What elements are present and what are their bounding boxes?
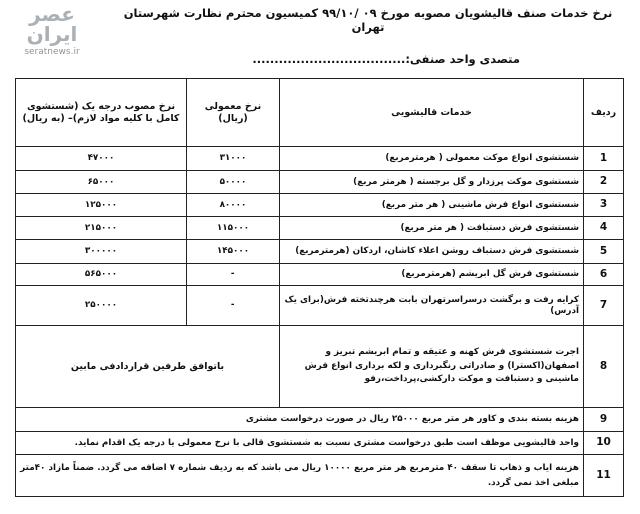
watermark-url: seratnews.ir xyxy=(24,47,80,57)
row-service: شستشوی فرش گل ابریشم (هرمترمربع) xyxy=(280,264,584,286)
row-grade1-price: ۳۰۰۰۰۰ xyxy=(16,240,187,264)
table-header-row xyxy=(16,79,624,147)
row-number: 4 xyxy=(584,217,624,240)
row-normal-price: ۵۰۰۰۰ xyxy=(187,171,280,194)
table-row xyxy=(16,240,624,264)
header-grade1-rate: نرخ مصوب درجه یک (شستشوی کامل با کلیه مواد لازم)– (به ریال) xyxy=(16,79,187,147)
row-number: 1 xyxy=(584,147,624,171)
row-service: شستشوی فرش دستباف روشن اعلاء کاشان، اردکان (هرمترمربع) xyxy=(280,240,584,264)
note-text: هزینه ایاب و ذهاب تا سقف ۴۰ مترمربع هر متر مربع ۱۰۰۰۰ ریال می باشد که به ردیف شماره ۷ اضافه می گردد. ضمناً مازاد ۴۰متر مبلغی اخذ نمی گردد. xyxy=(16,455,584,497)
note-number: 9 xyxy=(584,408,624,432)
row-number: 6 xyxy=(584,264,624,286)
row-number: 3 xyxy=(584,194,624,217)
note-number: 11 xyxy=(584,455,624,497)
price-table xyxy=(15,78,624,497)
table-row xyxy=(16,171,624,194)
table-row xyxy=(16,264,624,286)
row-service: شستشوی فرش دستبافت ( هر متر مربع) xyxy=(280,217,584,240)
row-number: 7 xyxy=(584,286,624,326)
row-grade1-price: ۵۶۵۰۰۰ xyxy=(16,264,187,286)
row-service: شستشوی موکت پرزدار و گل برجسته ( هرمتر مربع) xyxy=(280,171,584,194)
table-row xyxy=(16,326,624,408)
row-number: 2 xyxy=(584,171,624,194)
table-row xyxy=(16,286,624,326)
row-grade1-price: ۲۵۰۰۰۰ xyxy=(16,286,187,326)
document-subtitle: متصدی واحد صنفی:................................... xyxy=(252,52,520,66)
note-text: واحد قالیشویی موظف است طبق درخواست مشتری نسبت به شستشوی قالی با نرخ معمولی یا درجه یک اقدام نماید. xyxy=(16,432,584,455)
row-normal-price: ۸۰۰۰۰ xyxy=(187,194,280,217)
row-grade1-price: ۴۷۰۰۰ xyxy=(16,147,187,171)
row-normal-price: ۱۴۵۰۰۰ xyxy=(187,240,280,264)
row-normal-price: - xyxy=(187,286,280,326)
row-normal-price: ۳۱۰۰۰ xyxy=(187,147,280,171)
row-price-agreement: باتوافق طرفین قراردادفی مابین xyxy=(16,326,280,408)
row-service: اجرت شستشوی فرش کهنه و عتیقه و تمام ابریشم تبریز و اصفهان(اکسترا) و صادراتی رنگبرداری و لکه برداری انواع فرش ماشینی و دستبافت و موکت دارکشی،پرداخت،رفو xyxy=(280,326,584,408)
header-service: خدمات قالیشویی xyxy=(280,79,584,147)
row-number: 5 xyxy=(584,240,624,264)
note-text: هزینه بسته بندی و کاور هر متر مربع ۲۵۰۰۰ ریال در صورت درخواست مشتری xyxy=(16,408,584,432)
table-row xyxy=(16,217,624,240)
table-row xyxy=(16,147,624,171)
row-normal-price: - xyxy=(187,264,280,286)
header-row-number: ردیف xyxy=(584,79,624,147)
row-grade1-price: ۱۲۵۰۰۰ xyxy=(16,194,187,217)
watermark-logo-text: عصر ایران xyxy=(26,2,78,46)
row-grade1-price: ۲۱۵۰۰۰ xyxy=(16,217,187,240)
header-normal-rate: نرخ معمولی (ریال) xyxy=(187,79,280,147)
row-service: شستشوی انواع فرش ماشینی ( هر متر مربع) xyxy=(280,194,584,217)
row-service: کرایه رفت و برگشت درسراسرتهران بابت هرچندتخته فرش(برای یک آدرس) xyxy=(280,286,584,326)
table-row xyxy=(16,194,624,217)
row-grade1-price: ۶۵۰۰۰ xyxy=(16,171,187,194)
row-number: 8 xyxy=(584,326,624,408)
note-number: 10 xyxy=(584,432,624,455)
row-service: شستشوی انواع موکت معمولی ( هرمترمربع) xyxy=(280,147,584,171)
row-normal-price: ۱۱۵۰۰۰ xyxy=(187,217,280,240)
document-title: نرخ خدمات صنف قالیشویان مصوبه مورخ ۰۹ /۹۹/۱۰ کمیسیون محترم نظارت شهرستان تهران xyxy=(123,6,613,34)
note-row xyxy=(16,408,624,432)
note-row xyxy=(16,455,624,497)
watermark-logo xyxy=(6,2,98,57)
note-row xyxy=(16,432,624,455)
